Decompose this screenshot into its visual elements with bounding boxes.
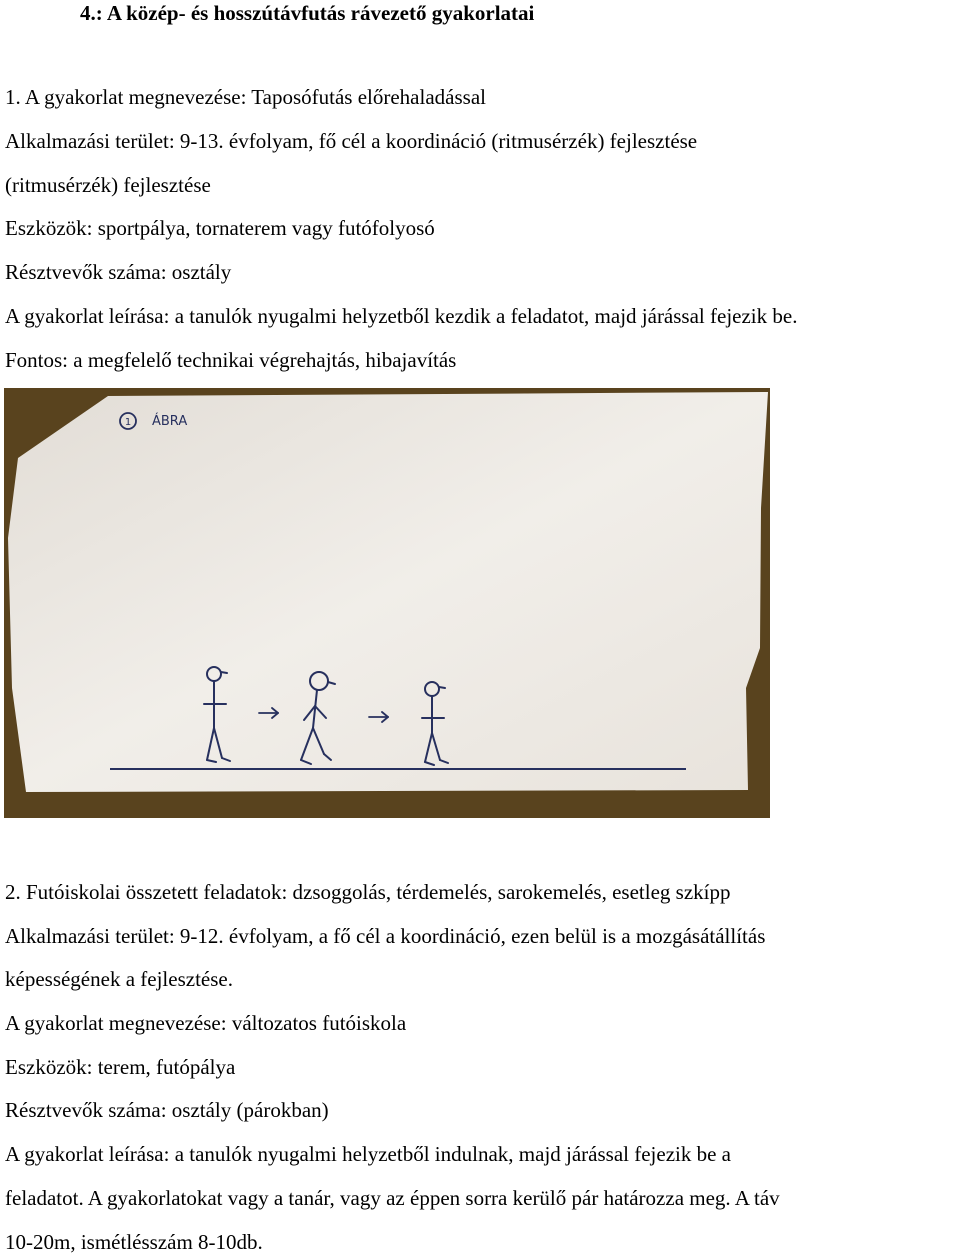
exercise-1-area-cont: (ritmusérzék) fejlesztése — [5, 173, 211, 197]
figure-label: ÁBRA — [152, 414, 188, 429]
exercise-2-participants: Résztvevők száma: osztály (párokban) — [5, 1098, 329, 1122]
exercise-2-name: A gyakorlat megnevezése: változatos futóiskola — [5, 1011, 407, 1035]
exercise-1-area: Alkalmazási terület: 9-13. évfolyam, fő cél a koordináció (ritmusérzék) fejlesztése — [5, 129, 698, 153]
exercise-2-area: Alkalmazási terület: 9-12. évfolyam, a fő cél a koordináció, ezen belül is a mozgásátállítás — [5, 924, 766, 948]
exercise-2-description-end: 10-20m, ismétlésszám 8-10db. — [5, 1230, 263, 1254]
figure-number: 1 — [124, 417, 132, 428]
page-heading: 4.: A közép- és hosszútávfutás rávezető gyakorlatai — [80, 1, 535, 25]
exercise-2-description: A gyakorlat leírása: a tanulók nyugalmi helyzetből indulnak, majd járással fejezik be a — [5, 1142, 732, 1166]
exercise-1-name: 1. A gyakorlat megnevezése: Taposófutás előrehaladással — [5, 85, 486, 109]
figure-photo — [4, 388, 770, 818]
paper-sheet — [8, 392, 768, 792]
exercise-2-area-cont: képességének a fejlesztése. — [5, 967, 233, 991]
exercise-1-tools: Eszközök: sportpálya, tornaterem vagy futófolyosó — [5, 216, 435, 240]
exercise-2-title: 2. Futóiskolai összetett feladatok: dzsoggolás, térdemelés, sarokemelés, esetleg szkípp — [5, 880, 731, 904]
exercise-1-important: Fontos: a megfelelő technikai végrehajtás, hibajavítás — [5, 348, 457, 372]
exercise-2-description-cont: feladatot. A gyakorlatokat vagy a tanár, vagy az éppen sorra kerülő pár határozza meg. A táv — [5, 1186, 780, 1210]
figure-drawing — [4, 388, 770, 818]
exercise-1-description: A gyakorlat leírása: a tanulók nyugalmi helyzetből kezdik a feladatot, majd járással fejezik be. — [5, 304, 798, 328]
exercise-2-tools: Eszközök: terem, futópálya — [5, 1055, 236, 1079]
exercise-1-participants: Résztvevők száma: osztály — [5, 260, 232, 284]
